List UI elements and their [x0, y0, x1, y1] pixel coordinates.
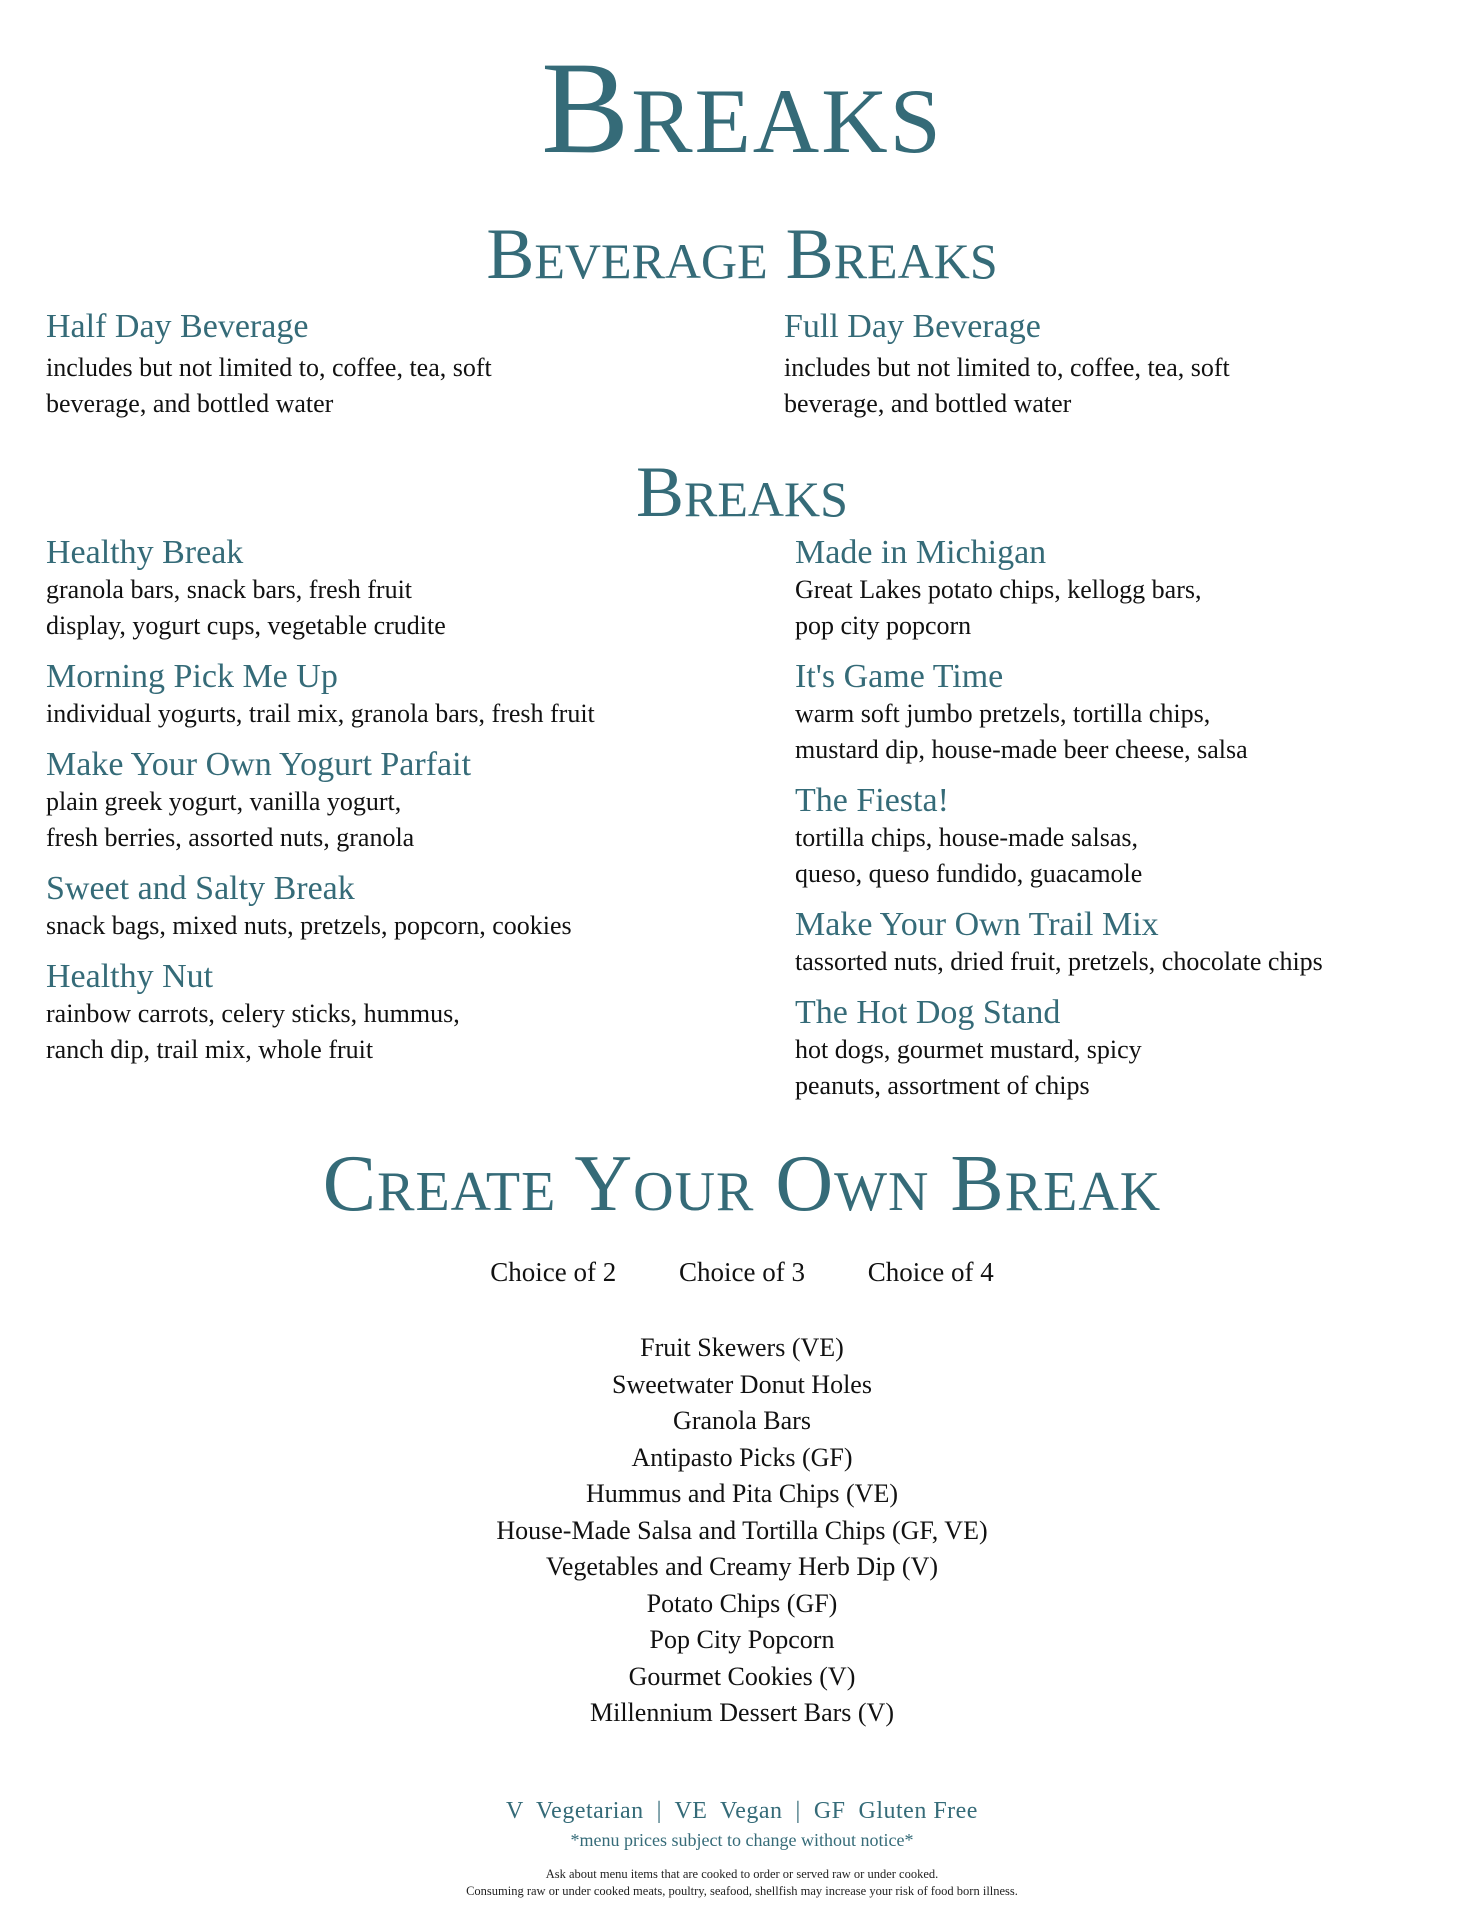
break-item-desc: [46, 996, 746, 1068]
price-note: *menu prices subject to change without notice*: [570, 1830, 914, 1850]
choice-options: [0, 1254, 1484, 1290]
break-item-name: Healthy Break: [46, 534, 244, 571]
list-item: Sweetwater Donut Holes: [612, 1369, 872, 1399]
beverage-item-name: Half Day Beverage: [46, 308, 309, 345]
list-item: Millennium Dessert Bars (V): [589, 1698, 894, 1727]
list-item: Pop City Popcorn: [649, 1625, 835, 1654]
beverage-item: [46, 308, 646, 422]
choice-label: Choice of 4: [867, 1257, 994, 1287]
break-item-name: Make Your Own Yogurt Parfait: [46, 746, 472, 783]
beverage-item-desc: [784, 350, 1384, 422]
desc-line: warm soft jumbo pretzels, tortilla chips,: [795, 699, 1211, 728]
choice-label: Choice of 2: [490, 1257, 617, 1287]
break-item: [795, 906, 1435, 980]
breaks-heading: Breaks: [636, 452, 848, 532]
breaks-right-column: [795, 534, 1435, 1118]
break-item-name: Morning Pick Me Up: [46, 658, 338, 695]
desc-line: ranch dip, trail mix, whole fruit: [46, 1035, 374, 1064]
break-item: [46, 958, 746, 1068]
break-item: [46, 870, 746, 944]
desc-line: beverage, and bottled water: [784, 389, 1072, 418]
list-item: Potato Chips (GF): [646, 1588, 838, 1618]
desc-line: hot dogs, gourmet mustard, spicy: [795, 1035, 1142, 1064]
break-item-desc: [795, 944, 1435, 980]
list-item: Vegetables and Creamy Herb Dip (V): [545, 1552, 939, 1581]
desc-line: individual yogurts, trail mix, granola bars, fresh fruit: [46, 699, 595, 728]
desc-line: tassorted nuts, dried fruit, pretzels, chocolate chips: [795, 947, 1323, 976]
break-item-name: The Fiesta!: [795, 782, 949, 819]
desc-line: includes but not limited to, coffee, tea, soft: [46, 353, 492, 382]
break-item-desc: [46, 572, 746, 644]
choice-label: Choice of 3: [679, 1257, 805, 1287]
desc-line: snack bags, mixed nuts, pretzels, popcorn, cookies: [46, 911, 572, 940]
desc-line: includes but not limited to, coffee, tea, soft: [784, 353, 1230, 382]
desc-line: mustard dip, house-made beer cheese, salsa: [795, 735, 1248, 764]
desc-line: queso, queso fundido, guacamole: [795, 859, 1143, 888]
break-item: [795, 534, 1435, 644]
break-item: [795, 782, 1435, 892]
desc-line: display, yogurt cups, vegetable crudite: [46, 611, 446, 640]
beverage-breaks-heading: Beverage Breaks: [486, 214, 998, 294]
break-item-name: Sweet and Salty Break: [46, 870, 355, 907]
list-item: Granola Bars: [673, 1406, 811, 1435]
desc-line: fresh berries, assorted nuts, granola: [46, 823, 415, 852]
break-item-name: It's Game Time: [795, 658, 1004, 695]
food-safety-disclaimer: [0, 1866, 1484, 1900]
desc-line: pop city popcorn: [795, 611, 972, 640]
breaks-left-column: [46, 534, 746, 1082]
list-item: Gourmet Cookies (V): [628, 1661, 856, 1691]
page-title: Breaks: [541, 34, 943, 181]
list-item: House-Made Salsa and Tortilla Chips (GF, VE): [496, 1515, 988, 1545]
desc-line: Great Lakes potato chips, kellogg bars,: [795, 575, 1202, 604]
break-item-desc: [46, 784, 746, 856]
list-item: Hummus and Pita Chips (VE): [586, 1479, 898, 1508]
break-item-desc: [795, 1032, 1435, 1104]
desc-line: plain greek yogurt, vanilla yogurt,: [46, 787, 402, 816]
break-item-desc: [795, 696, 1435, 768]
break-item-name: Make Your Own Trail Mix: [795, 906, 1159, 943]
break-item: [795, 994, 1435, 1104]
break-item: [46, 746, 746, 856]
break-item-desc: [46, 696, 746, 732]
break-item-desc: [795, 572, 1435, 644]
beverage-item-desc: [46, 350, 646, 422]
break-item: [46, 658, 746, 732]
break-item: [795, 658, 1435, 768]
list-item: Antipasto Picks (GF): [631, 1442, 853, 1472]
disclaimer-line: Ask about menu items that are cooked to order or served raw or under cooked.: [545, 1867, 939, 1881]
disclaimer-line: Consuming raw or under cooked meats, poultry, seafood, shellfish may increase your risk of food born illness.: [466, 1884, 1018, 1898]
desc-line: granola bars, snack bars, fresh fruit: [46, 575, 413, 604]
desc-line: beverage, and bottled water: [46, 389, 334, 418]
list-item: Fruit Skewers (VE): [640, 1333, 844, 1362]
break-item-name: Made in Michigan: [795, 534, 1047, 571]
desc-line: tortilla chips, house-made salsas,: [795, 823, 1138, 852]
break-options-list: [0, 1330, 1484, 1732]
break-item-name: Healthy Nut: [46, 958, 214, 995]
beverage-item: [784, 308, 1384, 422]
break-item-desc: [795, 820, 1435, 892]
break-item-desc: [46, 908, 746, 944]
dietary-legend: V Vegetarian | VE Vegan | GF Gluten Free: [506, 1798, 978, 1824]
beverage-item-name: Full Day Beverage: [784, 308, 1041, 345]
break-item-name: The Hot Dog Stand: [795, 994, 1061, 1031]
desc-line: rainbow carrots, celery sticks, hummus,: [46, 999, 460, 1028]
break-item: [46, 534, 746, 644]
create-your-own-heading: Create Your Own Break: [322, 1140, 1162, 1228]
desc-line: peanuts, assortment of chips: [795, 1071, 1090, 1100]
